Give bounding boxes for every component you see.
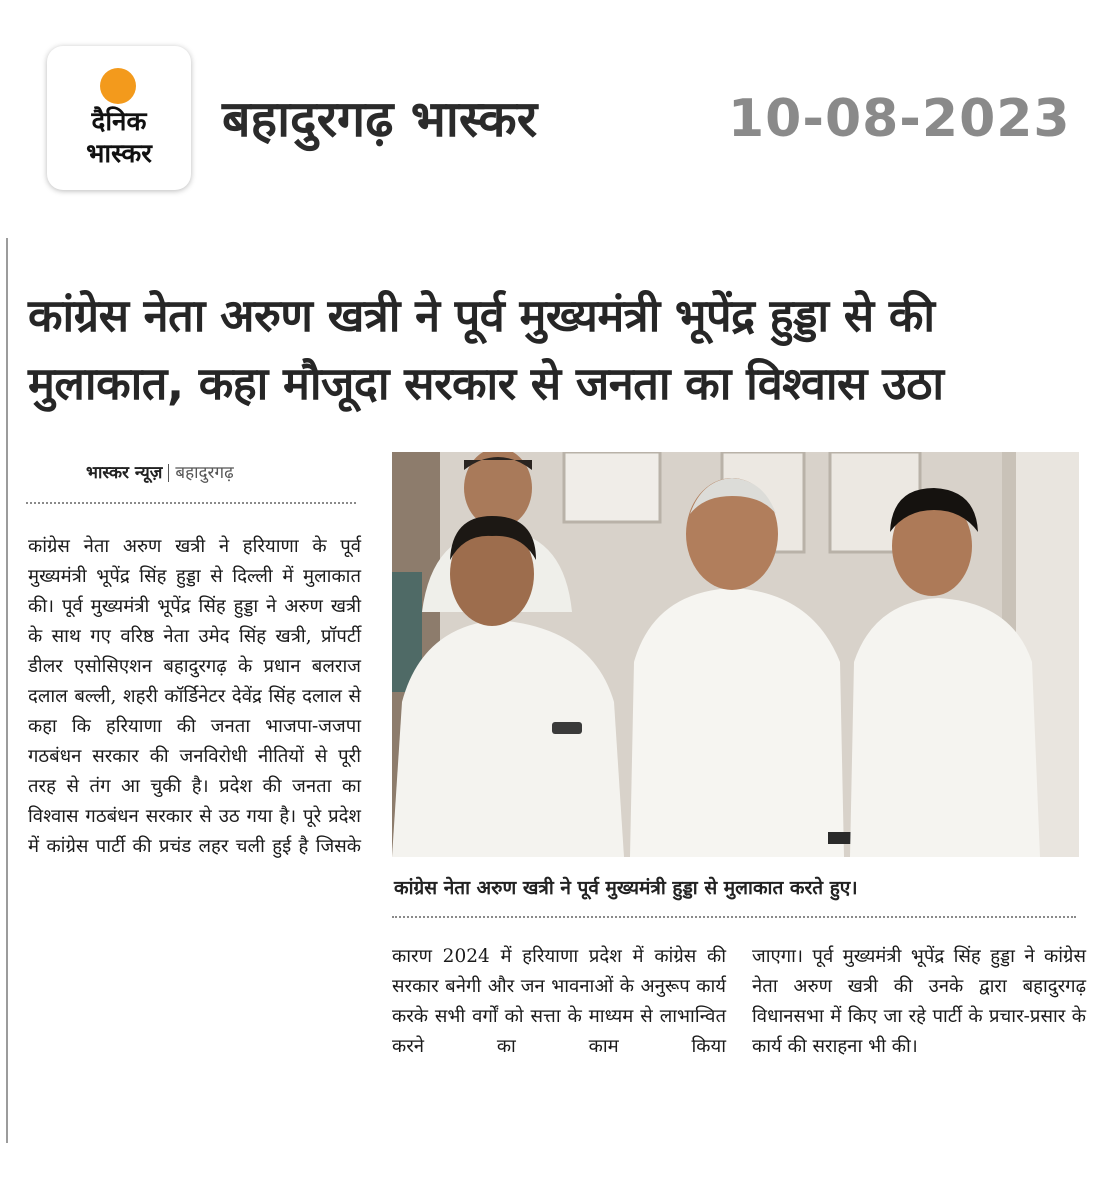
logo-sun-icon	[100, 68, 136, 104]
column-2-text: कारण 2024 में हरियाणा प्रदेश में कांग्रेस की सरकार बनेगी और जन भावनाओं के अनुरूप कार्य करके सभी वर्गों को सत्ता के माध्यम से लाभान्वित करने का काम किया	[392, 946, 726, 1057]
edition-date: 10-08-2023	[728, 89, 1071, 149]
byline-dotted-rule	[26, 502, 356, 504]
caption-dotted-rule	[392, 916, 1076, 918]
headline-line-1: कांग्रेस नेता अरुण खत्री ने पूर्व मुख्यमंत्री भूपेंद्र हुड्डा से की	[28, 289, 935, 342]
article-column-2	[392, 942, 726, 1062]
logo-line-2: भास्कर	[86, 139, 152, 169]
dainik-bhaskar-logo	[47, 46, 191, 190]
headline-line-2: मुलाकात, कहा मौजूदा सरकार से जनता का विश्वास उठा	[28, 357, 944, 410]
article-column-3	[752, 942, 1086, 1062]
logo-line-1: दैनिक	[91, 107, 147, 137]
byline-source: भास्कर न्यूज़	[86, 463, 163, 483]
byline-divider	[168, 464, 169, 482]
photo-caption: कांग्रेस नेता अरुण खत्री ने पूर्व मुख्यमंत्री हुड्डा से मुलाकात करते हुए।	[394, 877, 858, 899]
photo-illustration	[392, 452, 1079, 857]
clipping-left-border	[6, 238, 8, 1143]
article-column-1	[28, 532, 361, 862]
edition-title: बहादुरगढ़ भास्कर	[222, 90, 538, 148]
article-headline	[28, 282, 1068, 418]
article-photo	[392, 452, 1079, 857]
column-1-text: कांग्रेस नेता अरुण खत्री ने हरियाणा के पूर्व मुख्यमंत्री भूपेंद्र सिंह हुड्डा से दिल्ली में मुलाकात की। पूर्व मुख्यमंत्री भूपेंद्र सिंह हुड्डा ने अरुण खत्री के साथ गए वरिष्ठ नेता उमेद सिंह खत्री, प्रॉपर्टी डीलर एसोसिएशन बहादुरगढ़ के प्रधान बलराज दलाल बल्ली, शहरी कॉर्डिनेटर देवेंद्र सिंह दलाल से कहा कि हरियाणा की जनता भाजपा-जजपा गठबंधन सरकार की जनविरोधी नीतियों से पूरी तरह से तंग आ चुकी है। प्रदेश की जनता का विश्वास गठबंधन सरकार से उठ गया है। पूरे प्रदेश में कांग्रेस पार्टी की प्रचंड लहर चली हुई है जिसके	[28, 536, 361, 857]
byline-location: बहादुरगढ़	[175, 463, 234, 483]
column-3-text: जाएगा। पूर्व मुख्यमंत्री भूपेंद्र सिंह हुड्डा ने कांग्रेस नेता अरुण खत्री की उनके द्वारा बहादुरगढ़ विधानसभा में किए जा रहे पार्टी के प्रचार-प्रसार के कार्य की सराहना भी की।	[752, 946, 1086, 1057]
byline	[86, 460, 234, 483]
